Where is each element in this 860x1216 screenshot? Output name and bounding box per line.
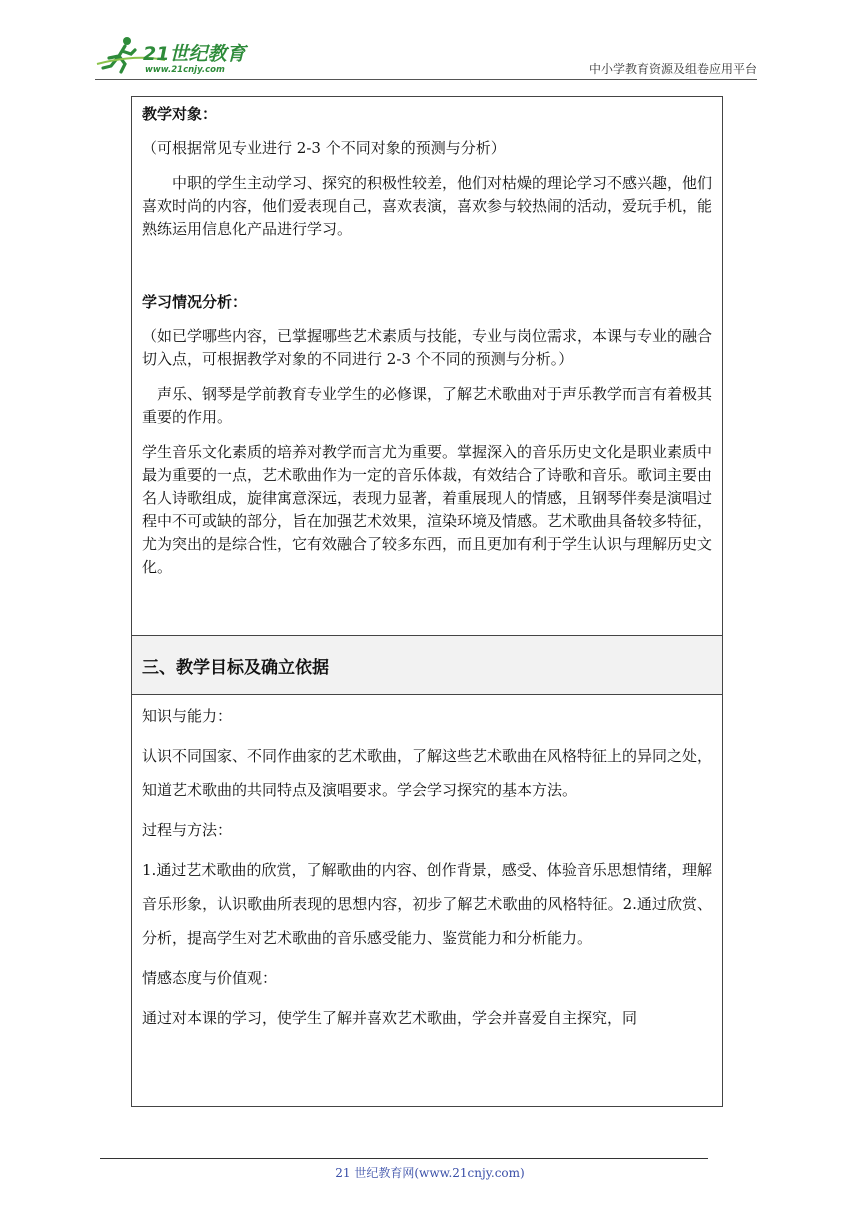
learning-analysis-heading: 学习情况分析：	[142, 293, 248, 311]
header-platform-name: 中小学教育资源及组卷应用平台	[588, 62, 757, 76]
analysis-cell	[132, 97, 722, 636]
objective-label-process: 过程与方法：	[142, 821, 233, 839]
objectives-cell	[132, 695, 722, 1106]
teaching-target-text: 中职的学生主动学习、探究的积极性较差，他们对枯燥的理论学习不感兴趣，他们喜欢时尚的内容，他们爱表现自己，喜欢表演，喜欢参与较热闹的活动，爱玩手机，能熟练运用信息化产品进行学习。	[142, 174, 713, 238]
lesson-plan-table	[131, 96, 723, 1107]
header-divider	[95, 79, 757, 80]
learning-analysis-text-1: 声乐、钢琴是学前教育专业学生的必修课，了解艺术歌曲对于声乐教学而言有着极其重要的作用。	[142, 385, 713, 426]
logo-title: 21世纪教育	[143, 43, 246, 65]
objective-text-attitude: 通过对本课的学习，使学生了解并喜欢艺术歌曲，学会并喜爱自主探究，同	[142, 1009, 638, 1027]
objective-label-knowledge: 知识与能力：	[142, 707, 233, 725]
logo	[95, 34, 265, 76]
page-header	[95, 30, 757, 78]
objective-text-knowledge: 认识不同国家、不同作曲家的艺术歌曲，了解这些艺术歌曲在风格特征上的异同之处，知道艺术歌曲的共同特点及演唱要求。学会学习探究的基本方法。	[142, 747, 713, 799]
section-title-cell	[132, 636, 722, 695]
objective-text-process: 1.通过艺术歌曲的欣赏，了解歌曲的内容、创作背景，感受、体验音乐思想情绪，理解音乐形象，认识歌曲所表现的思想内容，初步了解艺术歌曲的风格特征。2.通过欣赏、分析，提高学生对艺术歌曲的音乐感受能力、鉴赏能力和分析能力。	[142, 861, 712, 947]
footer-divider	[100, 1158, 708, 1159]
logo-url: www.21cnjy.com	[145, 65, 225, 75]
teaching-target-heading: 教学对象：	[142, 105, 218, 123]
section-title: 三、教学目标及确立依据	[142, 657, 329, 678]
learning-analysis-text-2: 学生音乐文化素质的培养对教学而言尤为重要。掌握深入的音乐历史文化是职业素质中最为重要的一点，艺术歌曲作为一定的音乐体裁，有效结合了诗歌和音乐。歌词主要由名人诗歌组成，旋律寓意深远，表现力显著，着重展现人的情感，且钢琴伴奏是演唱过程中不可或缺的部分，旨在加强艺术效果，渲染环境及情感。艺术歌曲具备较多特征，尤为突出的是综合性，它有效融合了较多东西，而且更加有利于学生认识与理解历史文化。	[142, 443, 713, 576]
objective-label-attitude: 情感态度与价值观：	[142, 969, 278, 987]
teaching-target-note: （可根据常见专业进行 2-3 个不同对象的预测与分析）	[142, 139, 506, 157]
footer-site-link[interactable]: 21 世纪教育网(www.21cnjy.com)	[335, 1166, 525, 1180]
learning-analysis-note: （如已学哪些内容，已掌握哪些艺术素质与技能，专业与岗位需求，本课与专业的融合切入点，可根据教学对象的不同进行 2-3 个不同的预测与分析。）	[142, 327, 713, 368]
